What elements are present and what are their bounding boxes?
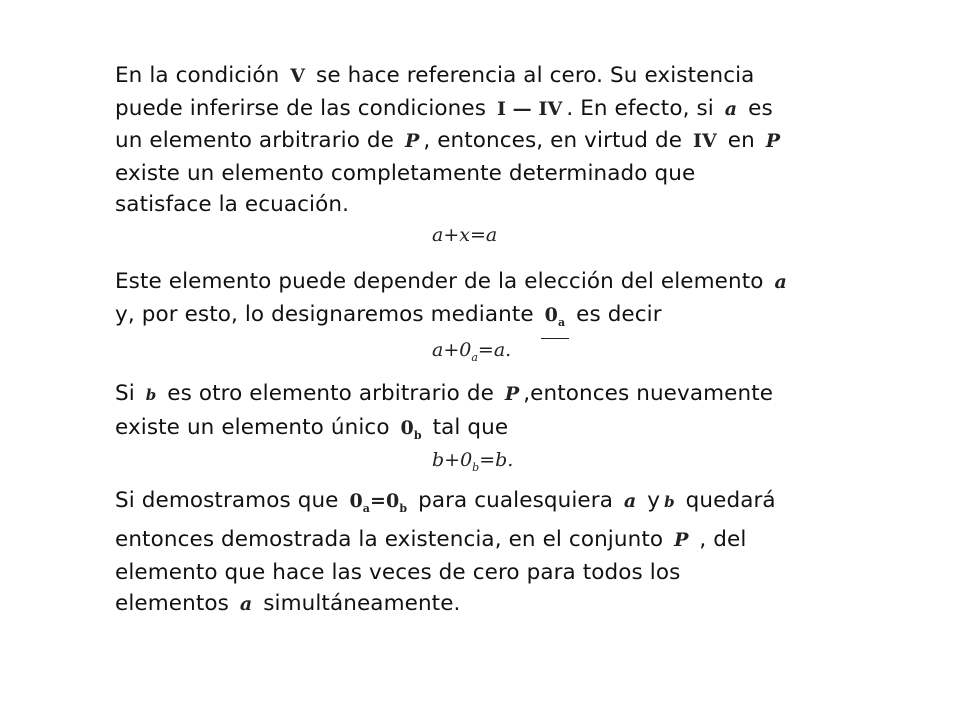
math-symbol: a	[774, 271, 787, 293]
text-segment: , entonces, en virtud de	[423, 128, 683, 153]
math-symbol: b	[145, 386, 157, 404]
text-segment: para cualesquiera	[418, 488, 613, 513]
math-zero: 0	[400, 416, 414, 439]
text-line	[115, 125, 865, 158]
math-symbol: P	[674, 529, 689, 552]
equation-a-plus-zero-a	[432, 339, 511, 364]
text-line	[115, 378, 865, 412]
text-segment: y	[647, 488, 661, 513]
text-segment: es decir	[576, 301, 662, 327]
paragraph-conclusion	[115, 485, 865, 621]
equation-part: b+0	[432, 449, 473, 471]
text-segment: Si demostramos que	[115, 488, 339, 513]
text-line	[115, 412, 865, 451]
text-segment: Este elemento puede depender de la elección del elemento	[115, 269, 764, 294]
equation-part: a+0	[432, 339, 472, 361]
math-symbol: a	[623, 490, 637, 512]
text-segment: elementos	[115, 591, 229, 617]
text-segment: tal que	[432, 414, 509, 440]
text-line	[115, 588, 865, 621]
text-segment: puede inferirse de las condiciones	[115, 95, 487, 121]
text-segment: es	[748, 95, 773, 121]
text-line	[115, 524, 865, 557]
text-segment: en	[727, 128, 755, 153]
text-segment: . En efecto, si	[566, 95, 714, 121]
math-symbol: P	[765, 130, 781, 152]
math-symbol: a	[724, 97, 738, 120]
math-symbol: I — IV	[496, 97, 563, 120]
math-symbol	[541, 300, 570, 339]
math-subscript: b	[472, 460, 480, 474]
text-line	[115, 266, 865, 299]
math-symbol: IV	[692, 130, 717, 152]
text-segment: ,entonces nuevamente	[523, 381, 774, 406]
paragraph-element-dependence	[115, 266, 865, 339]
text-line: elemento que hace las veces de cero para todos los	[115, 559, 681, 585]
text-line: satisface la ecuación.	[115, 192, 350, 217]
text-segment: existe un elemento único	[115, 414, 390, 440]
math-subscript: a	[362, 501, 371, 515]
text-segment: , del	[699, 527, 747, 553]
math-symbol	[397, 413, 426, 451]
text-line	[115, 60, 865, 93]
text-segment: y, por esto, lo designaremos mediante	[115, 301, 534, 327]
math-subscript: b	[413, 428, 422, 442]
text-line	[115, 299, 865, 339]
math-zero: 0	[349, 490, 363, 512]
math-symbol: b	[664, 493, 675, 511]
paragraph-zero-condition	[115, 60, 865, 221]
math-symbol: P	[504, 383, 520, 405]
math-symbol	[345, 486, 411, 524]
text-line	[115, 93, 865, 126]
math-subscript: a	[557, 315, 566, 329]
equation-part: =b.	[479, 449, 514, 471]
equation-b-plus-zero-b	[432, 449, 513, 474]
text-segment: Si	[115, 381, 135, 406]
math-subscript: b	[399, 501, 408, 515]
math-zero: 0	[544, 303, 558, 326]
equation-a-plus-x: a+x=a	[432, 224, 498, 246]
text-segment: quedará	[685, 488, 776, 513]
text-line	[115, 485, 865, 524]
equation-part: =a.	[477, 339, 512, 361]
math-symbol: a	[239, 593, 253, 616]
paragraph-other-element	[115, 378, 865, 451]
text-segment: En la condición	[115, 63, 280, 88]
math-zero: =0	[370, 490, 400, 512]
math-symbol: V	[290, 65, 306, 87]
math-symbol: P	[404, 130, 420, 152]
text-segment: es otro elemento arbitrario de	[167, 381, 494, 406]
math-subscript: a	[471, 350, 478, 364]
text-segment: simultáneamente.	[263, 591, 461, 617]
text-segment: un elemento arbitrario de	[115, 128, 394, 153]
text-segment: entonces demostrada la existencia, en el conjunto	[115, 527, 664, 553]
text-segment: se hace referencia al cero. Su existencia	[316, 63, 755, 88]
text-line: existe un elemento completamente determinado que	[115, 160, 696, 186]
